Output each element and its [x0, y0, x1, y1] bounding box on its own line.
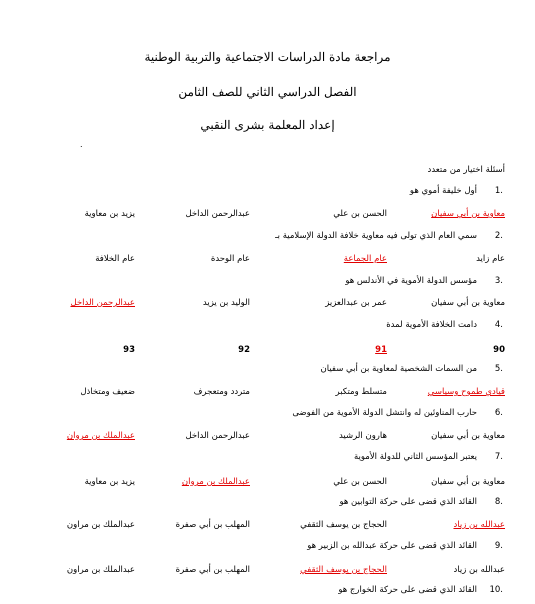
- question-text: أول خليفة أموي هو: [409, 186, 477, 196]
- correct-answer-option: 91: [375, 345, 387, 355]
- question-text: القائد الذي قضى على حركة الخوارج هو: [338, 585, 477, 595]
- question-number: 6.: [494, 408, 503, 418]
- question-text: حارب المناوئين له وانتشل الدولة الأموية من الفوضى: [292, 408, 477, 418]
- correct-answer-option: عبدالملك بن مروان: [181, 477, 250, 487]
- answer-option: يزيد بن معاوية: [84, 477, 135, 487]
- answer-option: عبدالرحمن الداخل: [185, 209, 250, 219]
- answer-option: متردد ومتعجرف: [193, 387, 250, 397]
- answer-option: 92: [238, 345, 250, 355]
- question-number: 1.: [494, 186, 503, 196]
- answer-option: عبدالرحمن الداخل: [185, 431, 250, 441]
- question-number: 4.: [494, 320, 503, 330]
- question-number: 10.: [489, 585, 503, 595]
- question-number: 3.: [494, 276, 503, 286]
- question-number: 2.: [494, 231, 503, 241]
- answer-option: الحسن بن علي: [333, 209, 387, 219]
- question-number: 7.: [494, 452, 503, 462]
- answer-option: عبدالملك بن مراون: [66, 565, 135, 575]
- question-text: دامت الخلافة الأموية لمدة: [386, 320, 477, 330]
- author-line: إعداد المعلمة بشرى النقبي: [200, 118, 335, 132]
- correct-answer-option: عبدالملك بن مروان: [66, 431, 135, 441]
- answer-option: الوليد بن يزيد: [202, 298, 250, 308]
- answer-option: عمر بن عبدالعزيز: [325, 298, 387, 308]
- answer-option: المهلب بن أبي صفرة: [175, 520, 250, 530]
- question-text: القائد الذي قضى على حركة عبدالله بن الزبير هو: [307, 541, 477, 551]
- answer-option: الحجاج بن يوسف الثقفي: [300, 520, 387, 530]
- question-number: 8.: [494, 497, 503, 507]
- answer-option: 93: [123, 345, 135, 355]
- correct-answer-option: عام الجماعة: [343, 254, 387, 264]
- answer-option: معاوية بن أبي سفيان: [431, 477, 505, 487]
- correct-answer-option: عبدالله بن زياد: [453, 520, 505, 530]
- page-title: مراجعة مادة الدراسات الاجتماعية والتربية الوطنية: [144, 50, 391, 64]
- answer-option: ضعيف ومتخاذل: [80, 387, 135, 397]
- correct-answer-option: قيادي طموح وسياسي: [427, 387, 505, 397]
- correct-answer-option: عبدالرحمن الداخل: [70, 298, 135, 308]
- answer-option: عبدالملك بن مراون: [66, 520, 135, 530]
- question-number: 9.: [494, 541, 503, 551]
- answer-option: الحسن بن علي: [333, 477, 387, 487]
- question-text: مؤسس الدولة الأموية في الأندلس هو: [345, 276, 477, 286]
- question-text: سمي العام الذي تولى فيه معاوية خلافة الدولة الإسلامية بـ: [275, 231, 477, 241]
- answer-option: متسلط ومتكبر: [335, 387, 387, 397]
- question-number: 5.: [494, 364, 503, 374]
- section-title: أسئلة اختيار من متعدد: [427, 165, 505, 175]
- question-text: من السمات الشخصية لمعاوية بن أبي سفيان: [320, 364, 477, 374]
- answer-option: معاوية بن أبي سفيان: [431, 298, 505, 308]
- answer-option: هارون الرشيد: [338, 431, 387, 441]
- question-text: يعتبر المؤسس الثاني للدولة الأموية: [353, 452, 477, 462]
- correct-answer-option: الحجاج بن يوسف الثقفي: [300, 565, 387, 575]
- answer-option: عبدالله بن زياد: [453, 565, 505, 575]
- answer-option: عام الوحدة: [210, 254, 250, 264]
- answer-option: معاوية بن أبي سفيان: [431, 431, 505, 441]
- correct-answer-option: معاوية بن أبي سفيان: [431, 209, 505, 219]
- answer-option: يزيد بن معاوية: [84, 209, 135, 219]
- answer-option: عام الخلافة: [95, 254, 135, 264]
- question-text: القائد الذي قضى على حركة التوابين هو: [339, 497, 477, 507]
- stray-mark: .: [80, 140, 83, 149]
- answer-option: المهلب بن أبي صفرة: [175, 565, 250, 575]
- page-subtitle: الفصل الدراسي الثاني للصف الثامن: [178, 85, 357, 99]
- answer-option: عام زايد: [476, 254, 505, 264]
- answer-option: 90: [493, 345, 505, 355]
